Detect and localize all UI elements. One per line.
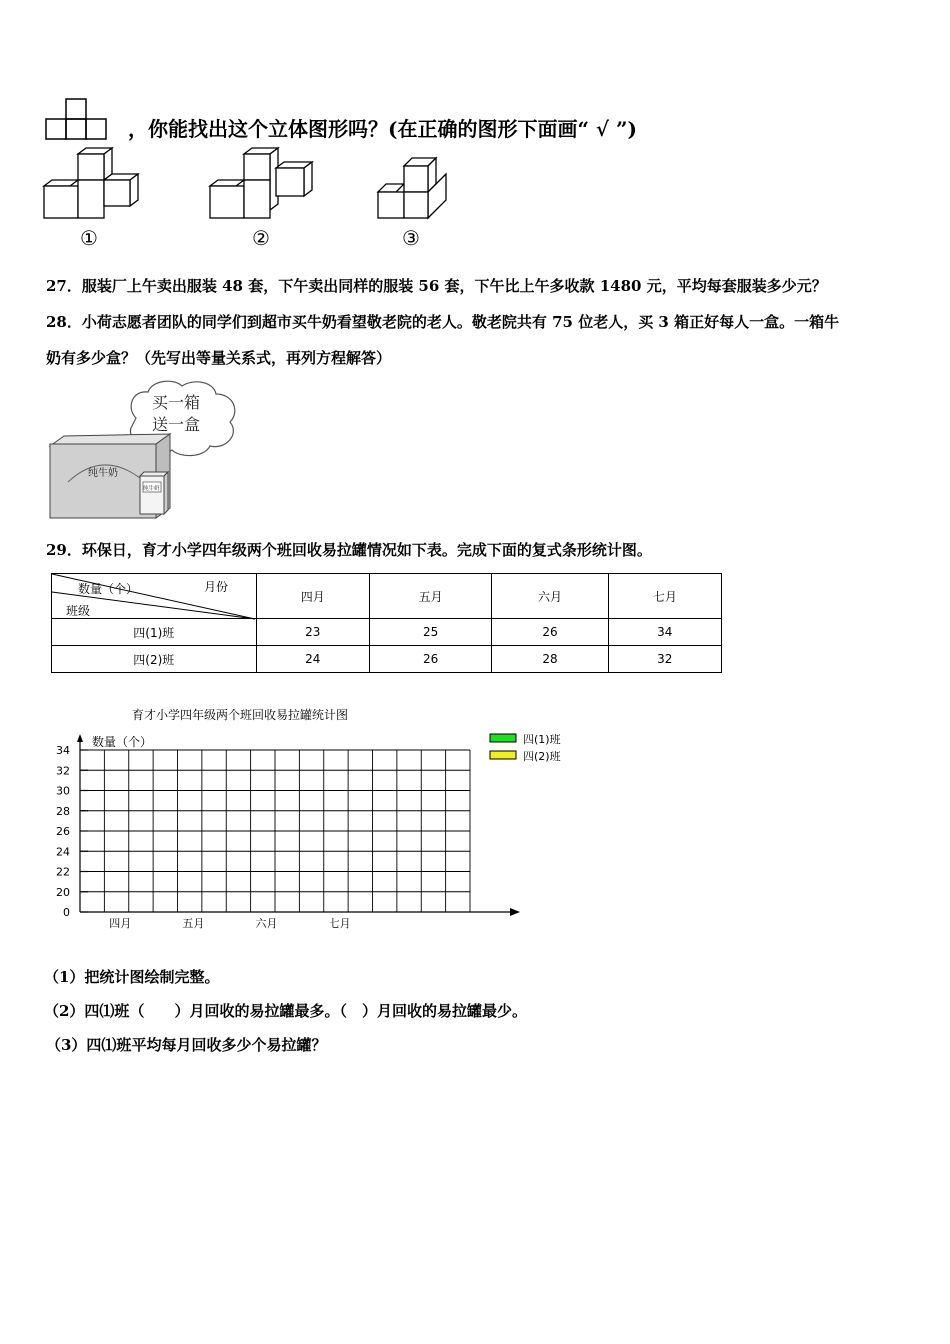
chart-grid — [77, 734, 520, 916]
table-row — [52, 646, 722, 673]
q26-option-1-figure — [42, 148, 142, 220]
chart-y-ticks — [56, 744, 88, 919]
q29-text: 29．环保日，育才小学四年级两个班回收易拉罐情况如下表。完成下面的复式条形统计图。 — [46, 541, 652, 559]
q26-option-2-figure — [208, 148, 318, 220]
x-tick-label: 五月 — [182, 917, 205, 930]
y-tick-label: 26 — [56, 825, 70, 838]
corner-quantity-label: 数量（个） — [78, 582, 139, 596]
y-tick-label: 22 — [56, 865, 70, 879]
header-july: 七月 — [608, 574, 721, 619]
cell-value: 26 — [492, 619, 608, 646]
corner-class-label: 班级 — [66, 604, 91, 618]
recycling-bar-chart — [40, 700, 561, 940]
cell-value: 28 — [492, 646, 608, 673]
row-class-label: 四(2)班 — [52, 646, 257, 673]
chart-ylabel: 数量（个） — [92, 735, 153, 749]
x-tick-label: 七月 — [328, 917, 351, 930]
y-tick-label: 34 — [56, 744, 70, 757]
q26-net-figure — [44, 98, 108, 140]
cell-value: 25 — [369, 619, 491, 646]
q29-sub1: （1）把统计图绘制完整。 — [44, 968, 220, 986]
y-tick-label: 30 — [56, 784, 70, 798]
crate-label: 纯牛奶 — [88, 468, 118, 479]
chart-x-ticks — [109, 916, 350, 930]
q27-text: 27．服装厂上午卖出服装 48 套，下午卖出同样的服装 56 套，下午比上午多收款 1480 元，平均每套服装多少元？ — [46, 277, 827, 295]
chart-legend — [490, 732, 561, 763]
q28-text-line2: 奶有多少盒？（先写出等量关系式，再列方程解答） — [46, 349, 392, 367]
table-row — [52, 619, 722, 646]
y-tick-label: 0 — [63, 906, 70, 919]
y-tick-label: 24 — [56, 845, 70, 859]
legend-swatch — [490, 751, 516, 759]
bubble-text-line2: 送一盒 — [152, 415, 201, 434]
x-axis-arrow-icon — [510, 908, 520, 916]
q29-sub2: （2）四⑴班（ ）月回收的易拉罐最多。（ ）月回收的易拉罐最少。 — [44, 1002, 527, 1020]
q26-option-2-label: ② — [252, 226, 270, 250]
cell-value: 23 — [256, 619, 369, 646]
y-tick-label: 20 — [56, 885, 70, 899]
header-june: 六月 — [492, 574, 608, 619]
cell-value: 24 — [256, 646, 369, 673]
chart-title: 育才小学四年级两个班回收易拉罐统计图 — [132, 708, 349, 722]
header-april: 四月 — [256, 574, 369, 619]
milk-carton-icon — [140, 472, 168, 514]
legend-swatch — [490, 734, 516, 742]
x-tick-label: 六月 — [255, 917, 278, 930]
q28-text-line1: 28．小荷志愿者团队的同学们到超市买牛奶看望敬老院的老人。敬老院共有 75 位老人，买 3 箱正好每人一盒。一箱牛 — [46, 313, 840, 331]
y-tick-label: 32 — [56, 764, 70, 778]
legend-label: 四(1)班 — [523, 733, 561, 746]
q26-option-3-label: ③ — [402, 226, 420, 250]
q28-milk-illustration — [44, 378, 244, 524]
carton-label: 纯牛奶 — [143, 486, 160, 492]
cell-value: 34 — [608, 619, 721, 646]
bubble-text-line1: 买一箱 — [152, 393, 201, 412]
corner-month-label: 月份 — [204, 580, 229, 594]
row-class-label: 四(1)班 — [52, 619, 257, 646]
y-axis-arrow-icon — [77, 734, 83, 742]
header-may: 五月 — [369, 574, 491, 619]
q26-option-3-figure — [376, 156, 450, 220]
q26-option-1-label: ① — [80, 226, 98, 250]
cell-value: 26 — [369, 646, 491, 673]
x-tick-label: 四月 — [109, 917, 132, 930]
legend-label: 四(2)班 — [523, 750, 561, 763]
cell-value: 32 — [608, 646, 721, 673]
y-tick-label: 28 — [56, 804, 70, 818]
q26-title: ，你能找出这个立体图形吗？(在正确的图形下面画“ √ ”) — [128, 117, 638, 141]
q29-sub3: （3）四⑴班平均每月回收多少个易拉罐？ — [46, 1036, 327, 1054]
recycling-table — [51, 573, 722, 673]
table-corner-cell — [52, 574, 257, 619]
